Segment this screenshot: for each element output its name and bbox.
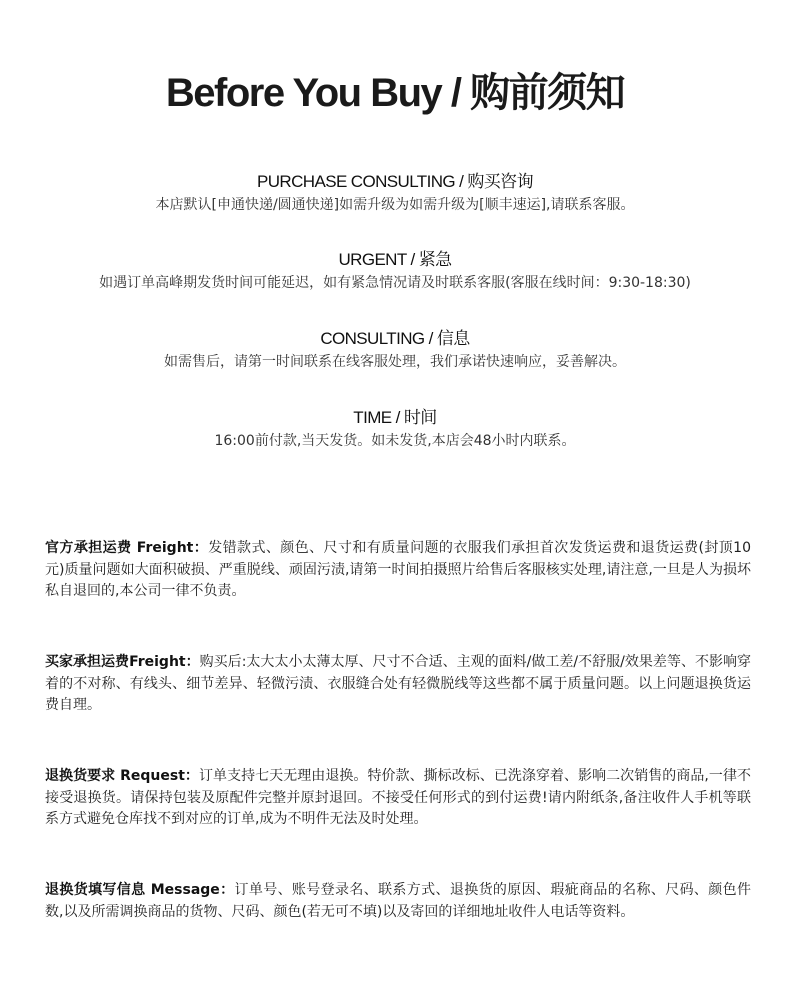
policy-label: 退换货填写信息 Message： xyxy=(45,882,235,898)
section-body: 本店默认[申通快递/圆通快递]如需升级为如需升级为[顺丰速运],请联系客服。 xyxy=(155,197,635,213)
policy-buyer-freight xyxy=(45,652,751,717)
policy-label: 买家承担运费Freight： xyxy=(45,654,200,670)
policy-text: 订单支持七天无理由退换。特价款、撕标改标、已洗涤穿着、影响二次销售的商品,一律不接受退换货。请保持包装及原配件完整并原封退回。不接受任何形式的到付运费!请内附纸条,备注收件人手机等联系方式避免仓库找不到对应的订单,成为不明件无法及时处理。 xyxy=(45,768,751,827)
section-body: 如需售后，请第一时间联系在线客服处理，我们承诺快速响应，妥善解决。 xyxy=(164,354,626,370)
section-heading: PURCHASE CONSULTING / 购买咨询 xyxy=(257,172,533,191)
section-heading: URGENT / 紧急 xyxy=(338,250,452,269)
section-consulting xyxy=(0,327,790,373)
policy-text: 订单号、账号登录名、联系方式、退换货的原因、瑕疵商品的名称、尺码、颜色件数,以及所需调换商品的货物、尺码、颜色(若无可不填)以及寄回的详细地址收件人电话等资料。 xyxy=(45,882,751,920)
policy-official-freight xyxy=(45,538,751,603)
section-time xyxy=(0,406,790,452)
policy-text: 购买后:太大太小太薄太厚、尺寸不合适、主观的面料/做工差/不舒服/效果差等、不影响穿着的不对称、有线头、细节差异、轻微污渍、衣服缝合处有轻微脱线等这些都不属于质量问题。以上问题退换货运费自理。 xyxy=(45,654,752,713)
policy-label: 退换货要求 Request： xyxy=(45,768,199,784)
section-purchase-consulting xyxy=(0,170,790,216)
policy-text: 发错款式、颜色、尺寸和有质量问题的衣服我们承担首次发货运费和退货运费(封顶10元)质量问题如大面积破损、严重脱线、顽固污渍,请第一时间拍摄照片给售后客服核实处理,请注意,一旦是人为损坏私自退回的,本公司一律不负责。 xyxy=(45,540,751,599)
page-title: Before You Buy / 购前须知 xyxy=(165,71,625,115)
section-urgent xyxy=(0,248,790,294)
section-body: 如遇订单高峰期发货时间可能延迟，如有紧急情况请及时联系客服(客服在线时间：9:30-18:30) xyxy=(99,275,691,291)
policy-return-request xyxy=(45,766,751,831)
section-heading: TIME / 时间 xyxy=(353,408,437,427)
section-body: 16:00前付款,当天发货。如未发货,本店会48小时内联系。 xyxy=(214,433,576,449)
policy-label: 官方承担运费 Freight： xyxy=(45,540,209,556)
section-heading: CONSULTING / 信息 xyxy=(320,329,470,348)
policy-return-message xyxy=(45,880,751,923)
